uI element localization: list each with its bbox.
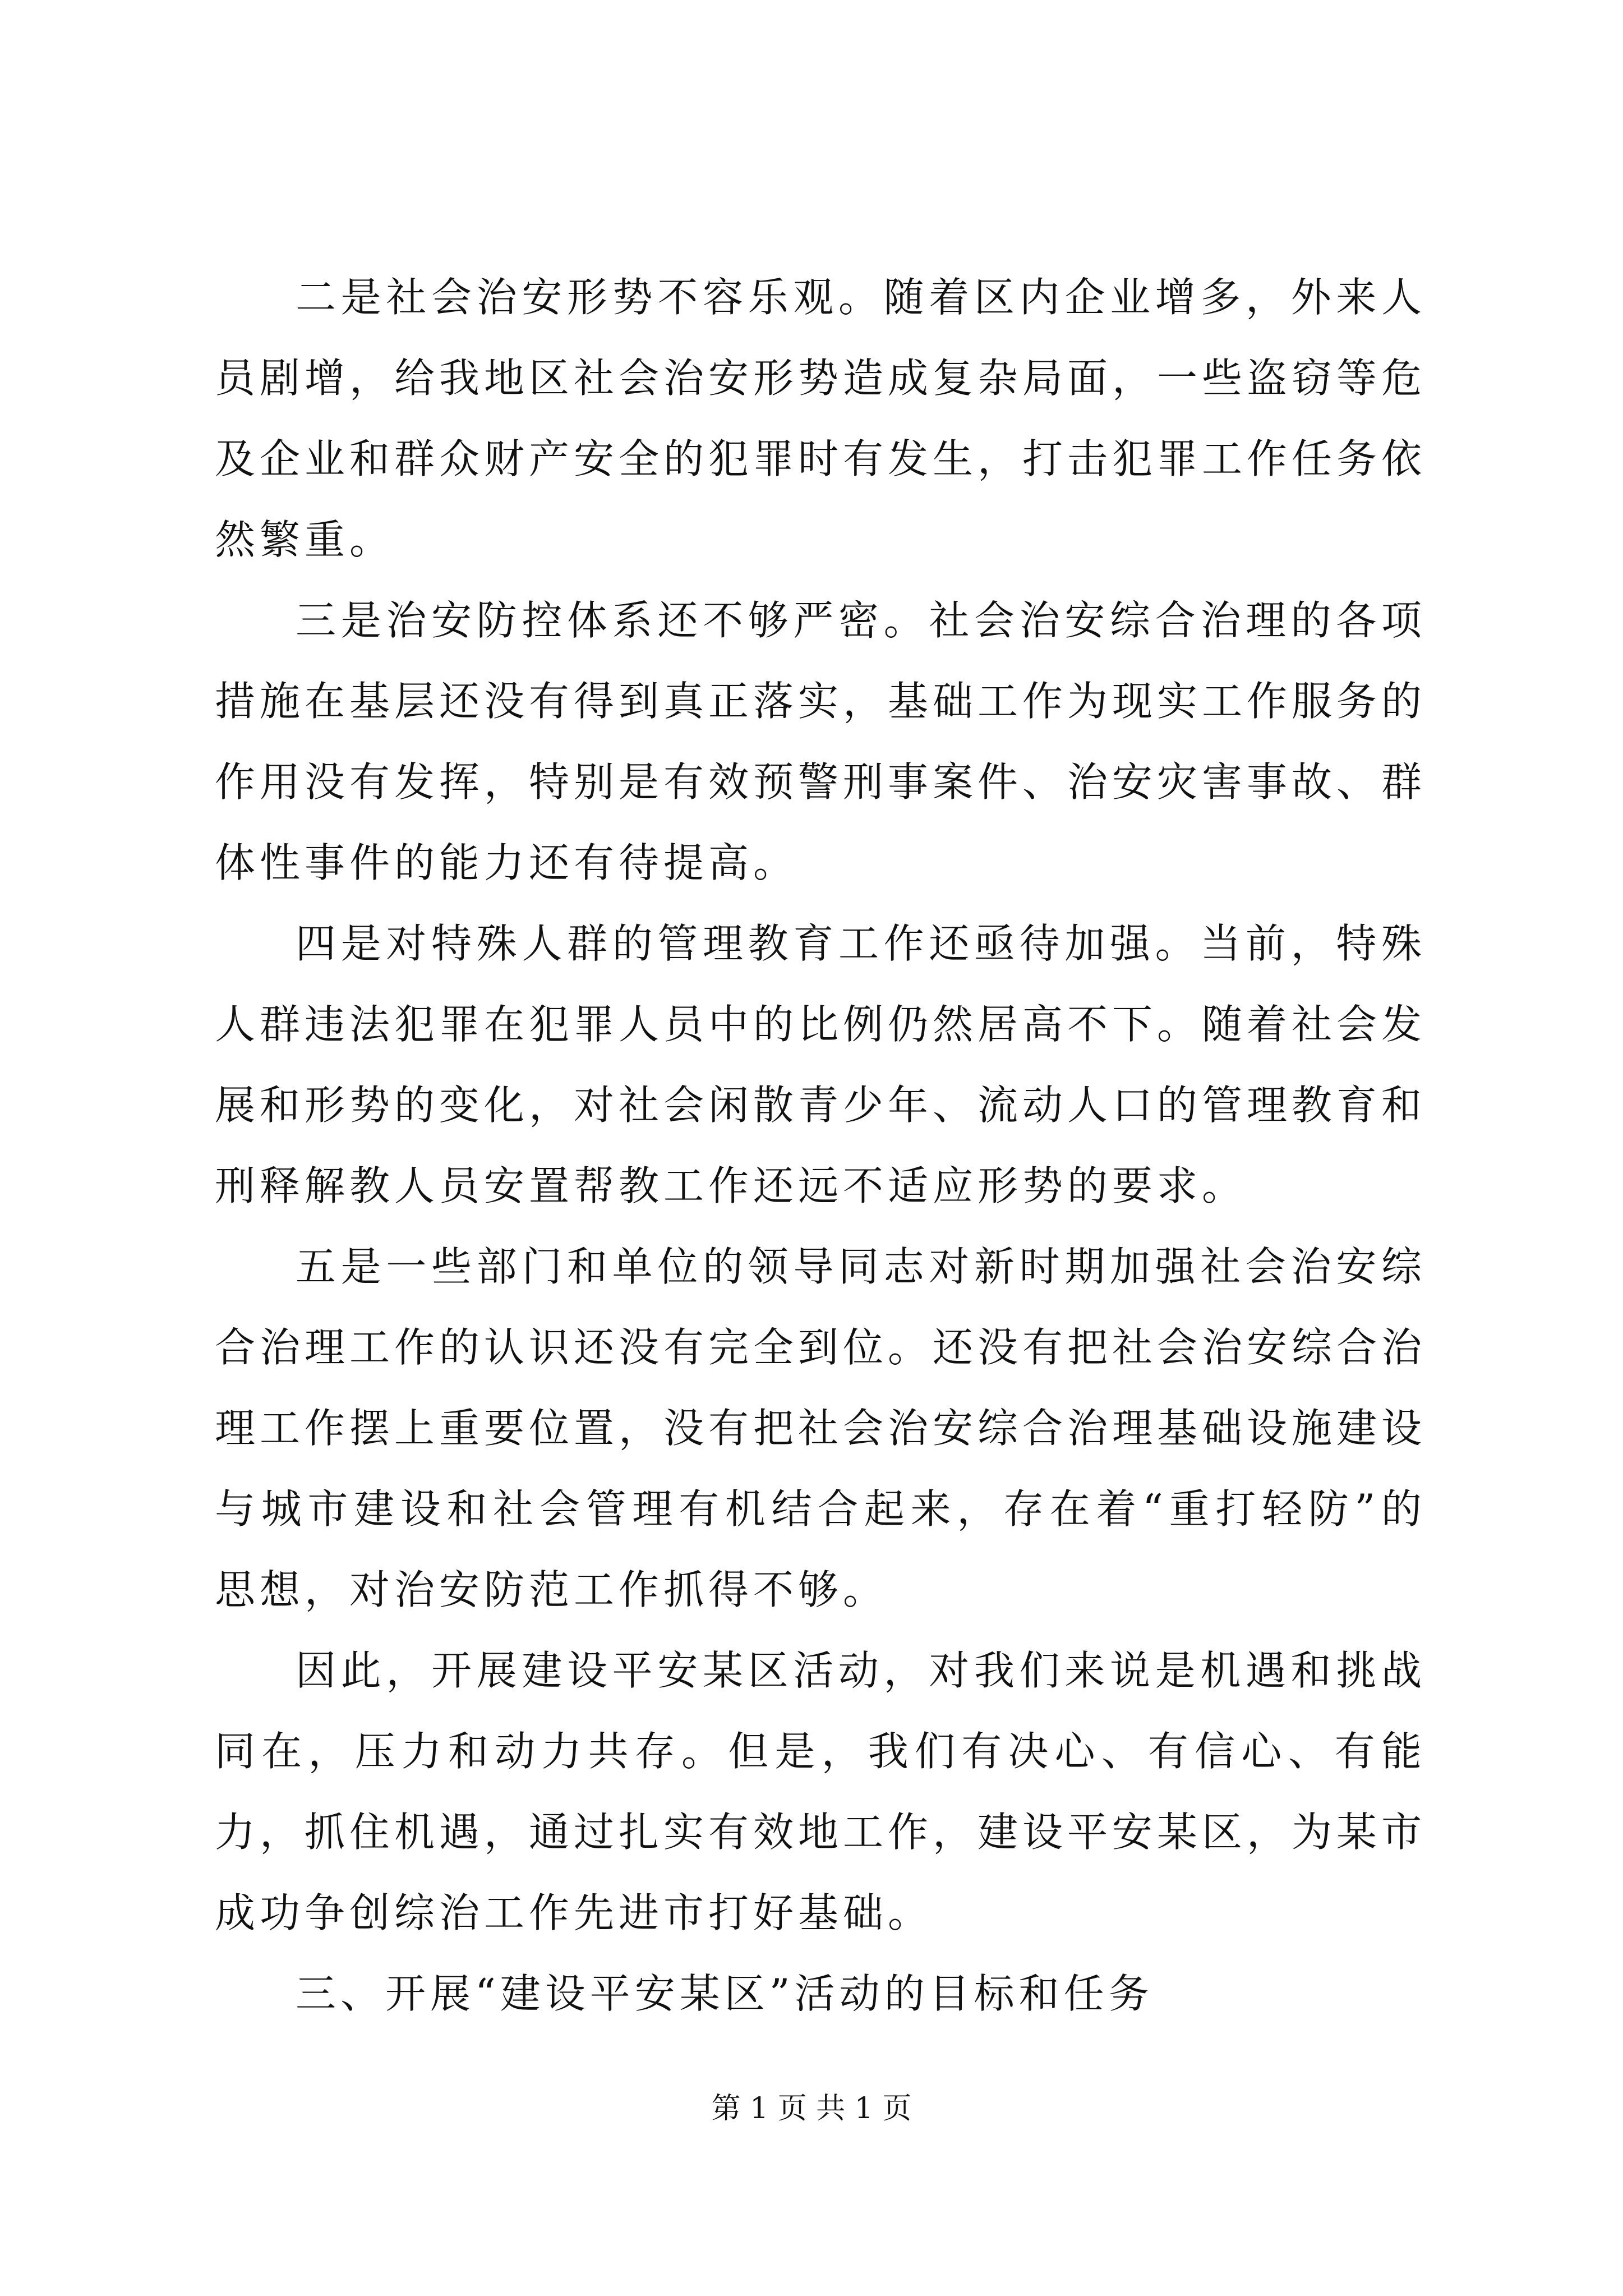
document-body — [215, 257, 1426, 2034]
paragraph-leadership-awareness: 五是一些部门和单位的领导同志对新时期加强社会治安综合治理工作的认识还没有完全到位。还没有把社会治安综合治理工作摆上重要位置，没有把社会治安综合治理基础设施建设与城市建设和社会管理有机结合起来，存在着“重打轻防”的思想，对治安防范工作抓得不够。 — [215, 1243, 1427, 1613]
paragraph-conclusion: 因此，开展建设平安某区活动，对我们来说是机遇和挑战同在，压力和动力共存。但是，我们有决心、有信心、有能力，抓住机遇，通过扎实有效地工作，建设平安某区，为某市成功争创综治工作先进市打好基础。 — [215, 1647, 1427, 1936]
paragraph-special-groups: 四是对特殊人群的管理教育工作还亟待加强。当前，特殊人群违法犯罪在犯罪人员中的比例仍然居高不下。随着社会发展和形势的变化，对社会闲散青少年、流动人口的管理教育和刑释解教人员安置帮教工作还远不适应形势的要求。 — [215, 920, 1427, 1209]
page-footer: 第 1 页 共 1 页 — [711, 2092, 912, 2125]
section-heading: 三、开展“建设平安某区”活动的目标和任务 — [296, 1970, 1154, 2017]
paragraph-social-security: 二是社会治安形势不容乐观。随着区内企业增多，外来人员剧增，给我地区社会治安形势造成复杂局面，一些盗窃等危及企业和群众财产安全的犯罪时有发生，打击犯罪工作任务依然繁重。 — [215, 274, 1427, 563]
paragraph-prevention-system: 三是治安防控体系还不够严密。社会治安综合治理的各项措施在基层还没有得到真正落实，基础工作为现实工作服务的作用没有发挥，特别是有效预警刑事案件、治安灾害事故、群体性事件的能力还有待提高。 — [215, 597, 1427, 886]
